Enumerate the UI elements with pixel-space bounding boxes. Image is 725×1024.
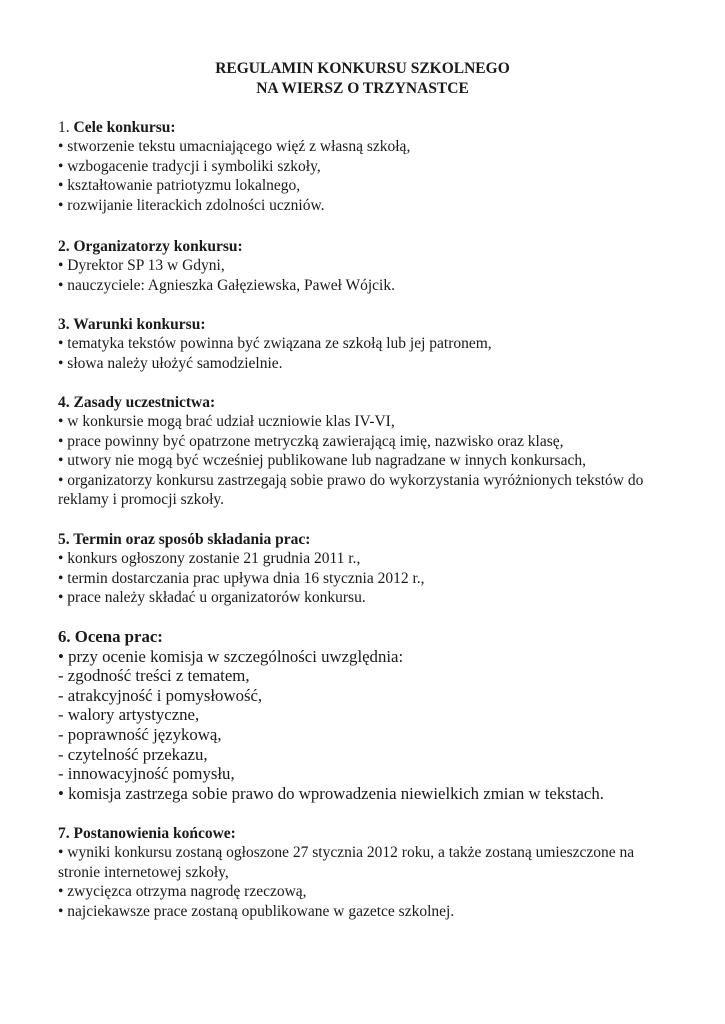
section-number: 1. [58, 119, 70, 136]
list-item: • najciekawsze prace zostaną opublikowane w gazetce szkolnej. [58, 902, 455, 920]
list-item: • wyniki konkursu zostaną ogłoszone 27 stycznia 2012 roku, a także zostaną umieszczone na stronie internetowej szkoły, [58, 844, 635, 881]
section-number: 5. [58, 531, 70, 548]
section-final-provisions [58, 824, 678, 921]
list-item: • prace powinny być opatrzone metryczką zawierającą imię, nazwisko oraz klasę, [58, 432, 564, 450]
section-heading [58, 393, 678, 412]
section-deadline [58, 530, 678, 608]
list-item: • prace należy składać u organizatorów konkursu. [58, 589, 366, 607]
list-item: • tematyka tekstów powinna być związana ze szkołą lub jej patronem, [58, 335, 492, 353]
section-heading [58, 530, 678, 549]
list-item: • kształtowanie patriotyzmu lokalnego, [58, 177, 301, 195]
section-title: Postanowienia końcowe: [73, 825, 236, 842]
section-participation-rules [58, 393, 678, 509]
list-item: - zgodność treści z tematem, [58, 666, 250, 686]
list-item: • rozwijanie literackich zdolności uczniów. [58, 196, 325, 214]
list-item: - innowacyjność pomysłu, [58, 764, 235, 784]
section-organizers [58, 237, 678, 295]
list-item: • organizatorzy konkursu zastrzegają sobie prawo do wykorzystania wyróżnionych tekstów do reklamy i promocji szkoły. [58, 471, 644, 509]
section-heading [58, 627, 678, 647]
section-title: Organizatorzy konkursu: [73, 238, 243, 255]
list-item: • konkurs ogłoszony zostanie 21 grudnia 2011 r., [58, 550, 361, 568]
section-heading [58, 824, 678, 843]
section-title: Cele konkursu: [73, 119, 176, 136]
section-title: Ocena prac: [74, 627, 163, 646]
list-item: • stworzenie tekstu umacniającego więź z własną szkołą, [58, 138, 411, 156]
section-number: 2. [58, 238, 70, 255]
list-item: - atrakcyjność i pomysłowość, [58, 685, 263, 705]
section-goals [58, 118, 678, 215]
section-number: 7. [58, 825, 70, 842]
section-title: Warunki konkursu: [73, 316, 206, 333]
list-item: • przy ocenie komisja w szczególności uwzględnia: [58, 646, 404, 666]
list-item: - poprawność językową, [58, 724, 222, 744]
list-item: • w konkursie mogą brać udział uczniowie klas IV-VI, [58, 413, 395, 431]
document-title-line2: NA WIERSZ O TRZYNASTCE [256, 80, 469, 97]
section-title: Zasady uczestnictwa: [73, 394, 216, 411]
section-evaluation [58, 627, 678, 803]
list-item: • komisja zastrzega sobie prawo do wprowadzenia niewielkich zmian w tekstach. [58, 783, 604, 803]
list-item: • słowa należy ułożyć samodzielnie. [58, 354, 283, 372]
list-item: • zwycięzca otrzyma nagrodę rzeczową, [58, 883, 307, 901]
section-heading [58, 237, 678, 256]
section-conditions [58, 315, 678, 373]
list-item: • utwory nie mogą być wcześniej publikowane lub nagradzane w innych konkursach, [58, 452, 586, 470]
list-item: • nauczyciele: Agnieszka Gałęziewska, Paweł Wójcik. [58, 276, 395, 294]
section-number: 4. [58, 394, 70, 411]
section-title: Termin oraz sposób składania prac: [73, 531, 311, 548]
list-item: - walory artystyczne, [58, 705, 200, 725]
section-heading [58, 315, 678, 334]
list-item: - czytelność przekazu, [58, 744, 208, 764]
list-item: • termin dostarczania prac upływa dnia 16 stycznia 2012 r., [58, 569, 425, 587]
section-heading [58, 118, 678, 137]
section-number: 3. [58, 316, 70, 333]
list-item: • wzbogacenie tradycji i symboliki szkoły, [58, 157, 321, 175]
section-number: 6. [58, 627, 71, 646]
document-title-line1: REGULAMIN KONKURSU SZKOLNEGO [215, 60, 510, 77]
list-item: • Dyrektor SP 13 w Gdyni, [58, 257, 225, 275]
